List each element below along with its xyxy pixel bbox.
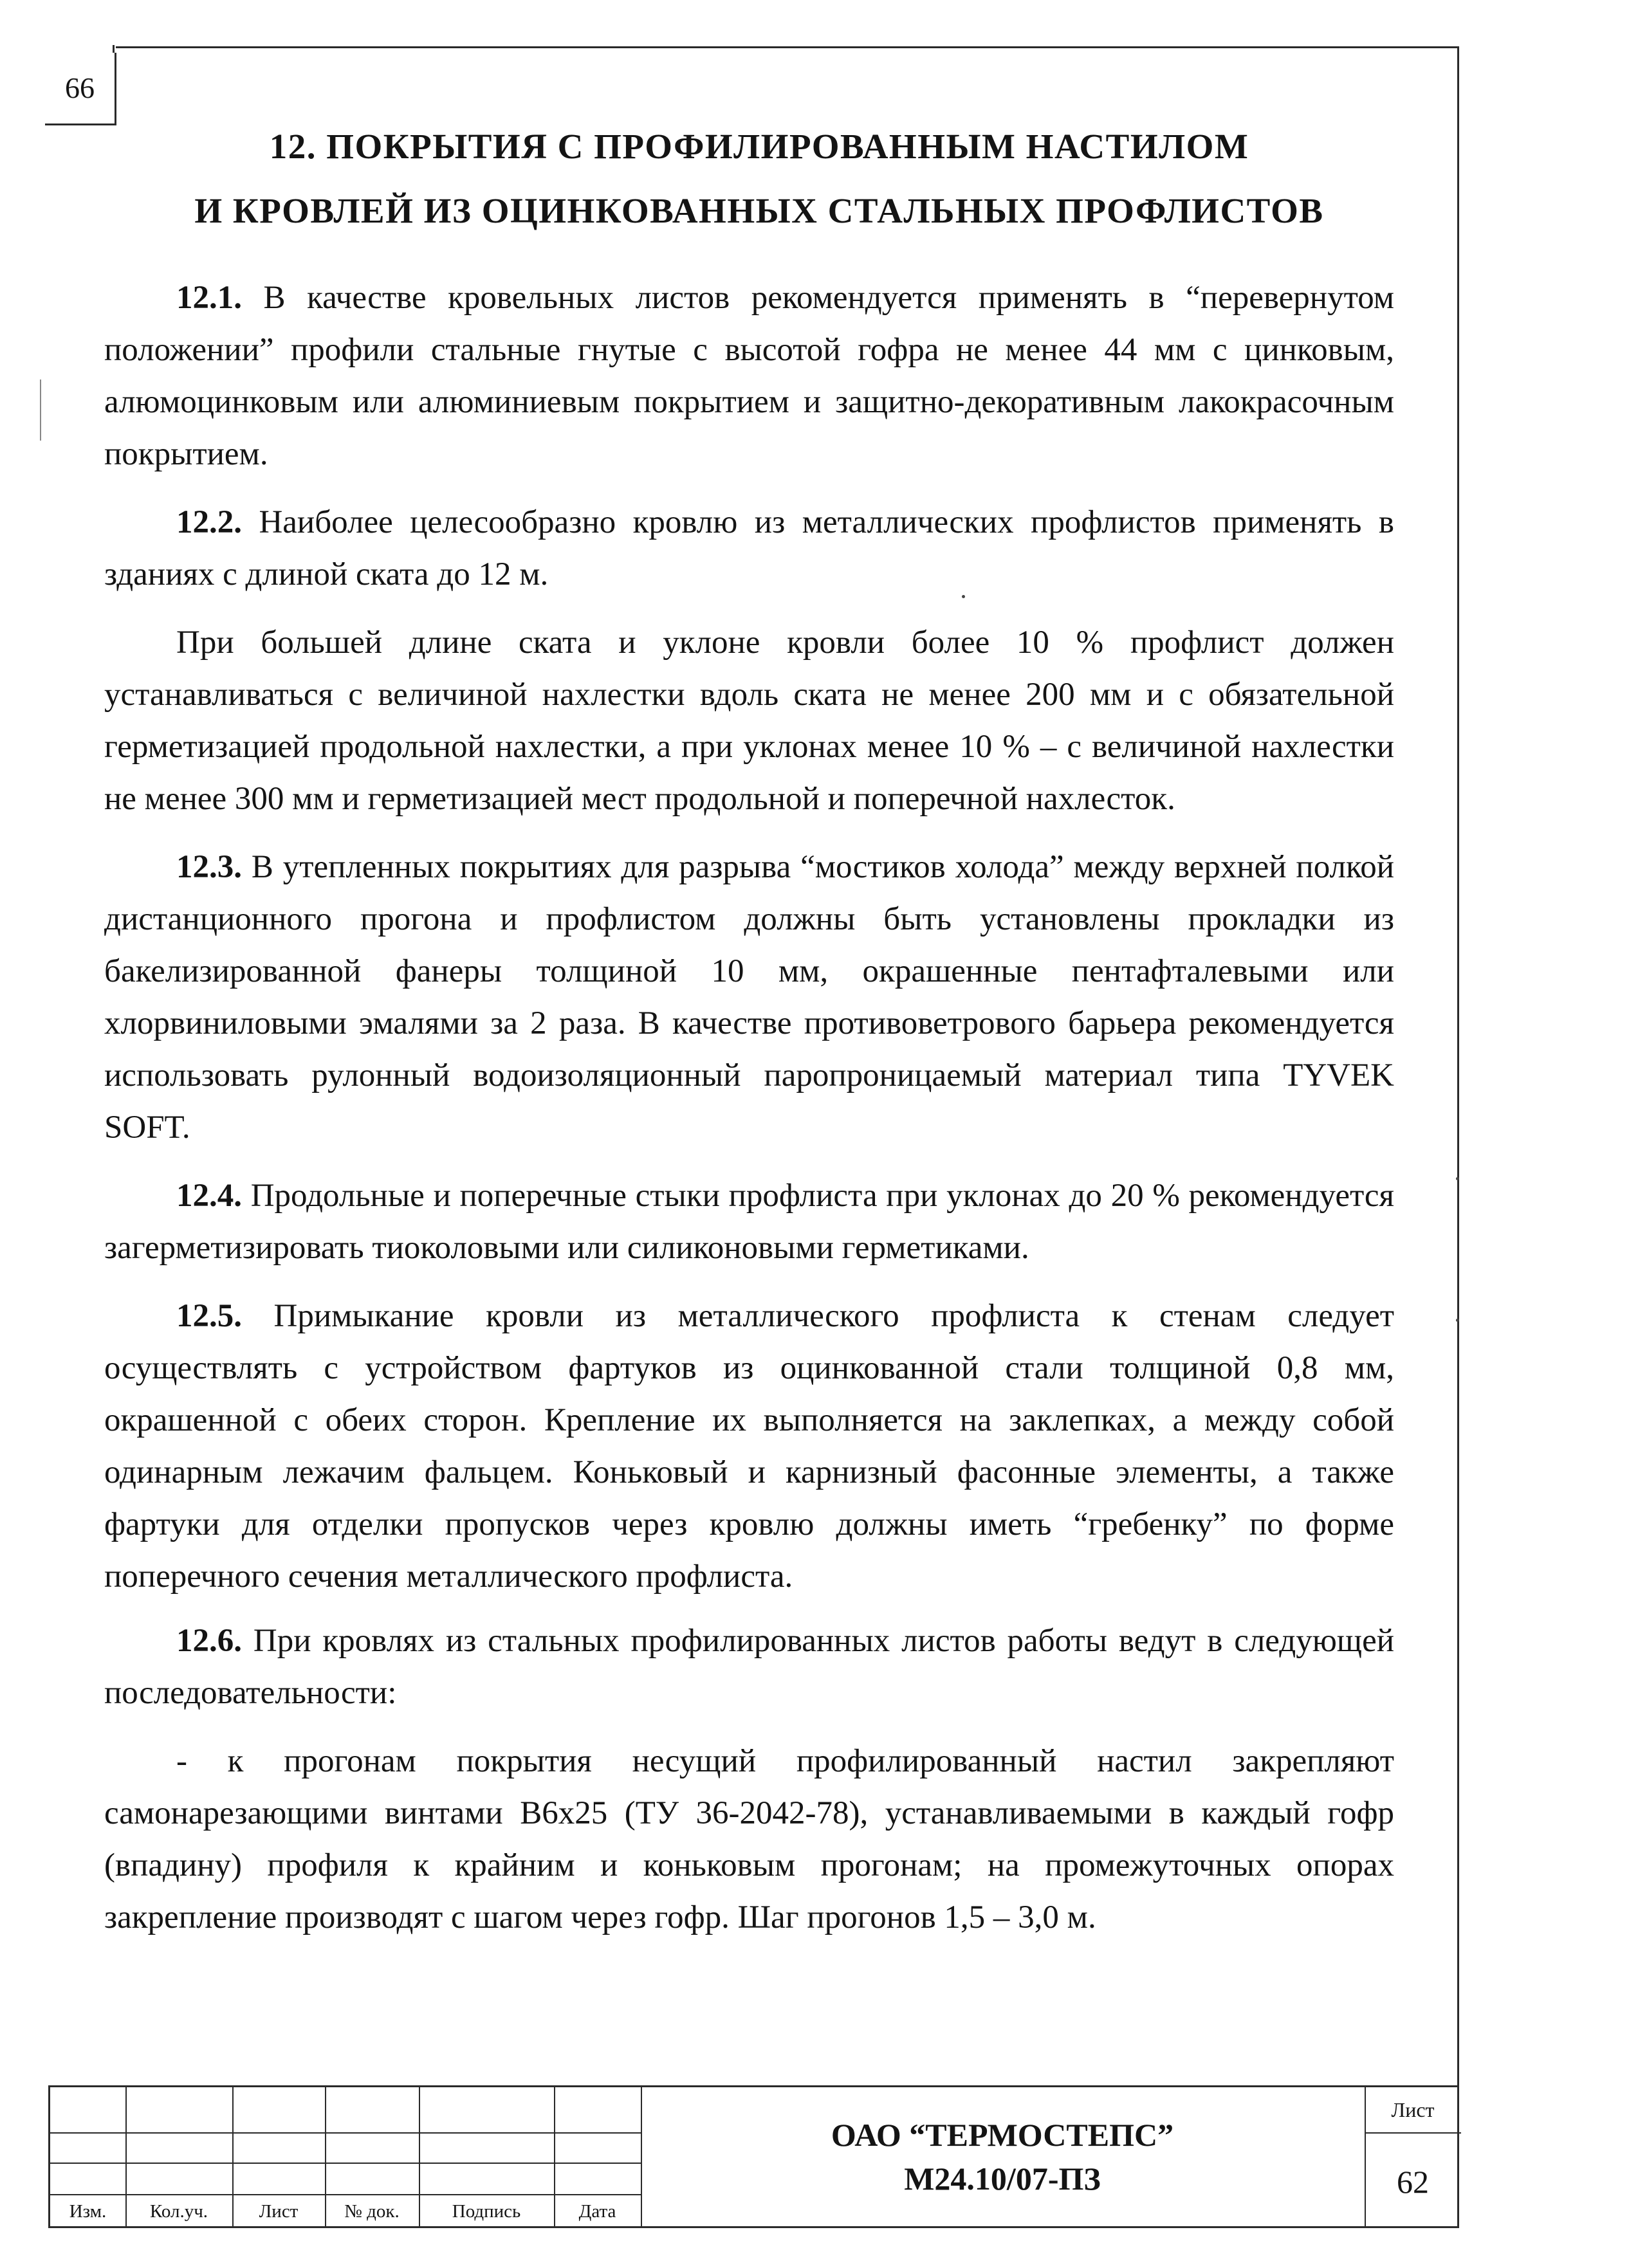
stamp-col-signature: Подпись xyxy=(452,2201,521,2222)
title-block xyxy=(48,2085,1459,2228)
paragraph-12-6 xyxy=(104,1615,1394,1719)
paragraph-12-2 xyxy=(104,497,1394,601)
stamp-col-change: Изм. xyxy=(69,2201,107,2222)
paragraph-text: В качестве кровельных листов рекомендуется применять в “перевернутом положении” профили стальные гнутые с высотой гофра не менее 44 мм с цинковым, алюмоцинковым или алюминиевым покрытием и защитно-декоративным лакокрасочным покрытием. xyxy=(104,280,1394,472)
paragraph-text: При кровлях из стальных профилированных листов работы ведут в следующей последовательности: xyxy=(104,1623,1394,1711)
heading-line-2: И КРОВЛЕЙ ИЗ ОЦИНКОВАННЫХ СТАЛЬНЫХ ПРОФЛИСТОВ xyxy=(194,191,1324,230)
clause-number: 12.3. xyxy=(176,849,242,885)
clause-number: 12.2. xyxy=(176,504,242,540)
paragraph-text: Продольные и поперечные стыки профлиста при уклонах до 20 % рекомендуется загерметизировать тиоколовыми или силиконовыми герметиками. xyxy=(104,1178,1394,1266)
clause-number: 12.5. xyxy=(176,1298,242,1334)
page-number: 66 xyxy=(65,71,95,104)
stamp-sheet-number: 62 xyxy=(1397,2164,1429,2200)
paragraph-12-5 xyxy=(104,1290,1394,1603)
page-frame-right xyxy=(1457,46,1459,2228)
paragraph-text: Наиболее целесообразно кровлю из металлических профлистов применять в зданиях с длиной ската до 12 м. xyxy=(104,504,1394,592)
heading-line-1: 12. ПОКРЫТИЯ С ПРОФИЛИРОВАННЫМ НАСТИЛОМ xyxy=(269,127,1249,166)
scan-speck xyxy=(1456,1177,1459,1180)
stamp-col-doc-no: № док. xyxy=(344,2201,400,2222)
paragraph-text: - к прогонам покрытия несущий профилированный настил закрепляют самонарезающими винтами В6х25 (ТУ 36-2042-78), устанавливаемыми в каждый гофр (впадину) профиля к крайним и коньковым прогонам; на промежуточных опорах закрепление производят с шагом через гофр. Шаг прогонов 1,5 – 3,0 м. xyxy=(104,1743,1394,1935)
page-frame-top xyxy=(116,46,1459,48)
stamp-col-count: Кол.уч. xyxy=(149,2201,208,2222)
stamp-sheet-label: Лист xyxy=(1391,2098,1435,2121)
paragraph-text: При большей длине ската и уклоне кровли более 10 % профлист должен устанавливаться с величиной нахлестки вдоль ската не менее 200 мм и с обязательной герметизацией продольной нахлестки, а при уклонах менее 10 % – с величиной нахлестки не менее 300 мм и герметизацией мест продольной и поперечной нахлесток. xyxy=(104,625,1394,817)
clause-number: 12.1. xyxy=(176,280,242,316)
stamp-organization-block xyxy=(642,2113,1363,2200)
paragraph-12-2-cont xyxy=(104,617,1394,825)
clause-number: 12.6. xyxy=(176,1623,242,1659)
page-margin-mark xyxy=(40,380,41,441)
paragraph-12-6-item xyxy=(104,1735,1394,1944)
paragraph-12-1 xyxy=(104,272,1394,480)
stamp-organization: ОАО “ТЕРМОСТЕПС” xyxy=(831,2117,1174,2153)
scan-speck xyxy=(1456,1319,1459,1322)
document-body xyxy=(104,272,1394,1944)
paragraph-12-4 xyxy=(104,1170,1394,1274)
paragraph-text: Примыкание кровли из металлического профлиста к стенам следует осуществлять с устройством фартуков из оцинкованной стали толщиной 0,8 мм, окрашенной с обеих сторон. Крепление их выполняется на заклепках, а между собой одинарным лежачим фальцем. Коньковый и карнизный фасонные элементы, а также фартуки для отделки пропусков через кровлю должны иметь “гребенку” по форме поперечного сечения металлического профлиста. xyxy=(104,1298,1394,1595)
paragraph-text: В утепленных покрытиях для разрыва “мостиков холода” между верхней полкой дистанционного прогона и профлистом должны быть установлены прокладки из бакелизированной фанеры толщиной 10 мм, окрашенные пентафталевыми или хлорвиниловыми эмалями за 2 раза. В качестве противоветрового барьера рекомендуется использовать рулонный водоизоляционный паропроницаемый материал типа TYVEK SOFT. xyxy=(104,849,1394,1146)
stamp-document-code: М24.10/07-ПЗ xyxy=(904,2161,1101,2197)
clause-number: 12.4. xyxy=(176,1178,242,1214)
section-heading xyxy=(103,114,1415,243)
stamp-col-sheet: Лист xyxy=(259,2201,299,2222)
scan-speck xyxy=(962,595,965,598)
stamp-col-date: Дата xyxy=(578,2201,616,2222)
paragraph-12-3 xyxy=(104,841,1394,1154)
